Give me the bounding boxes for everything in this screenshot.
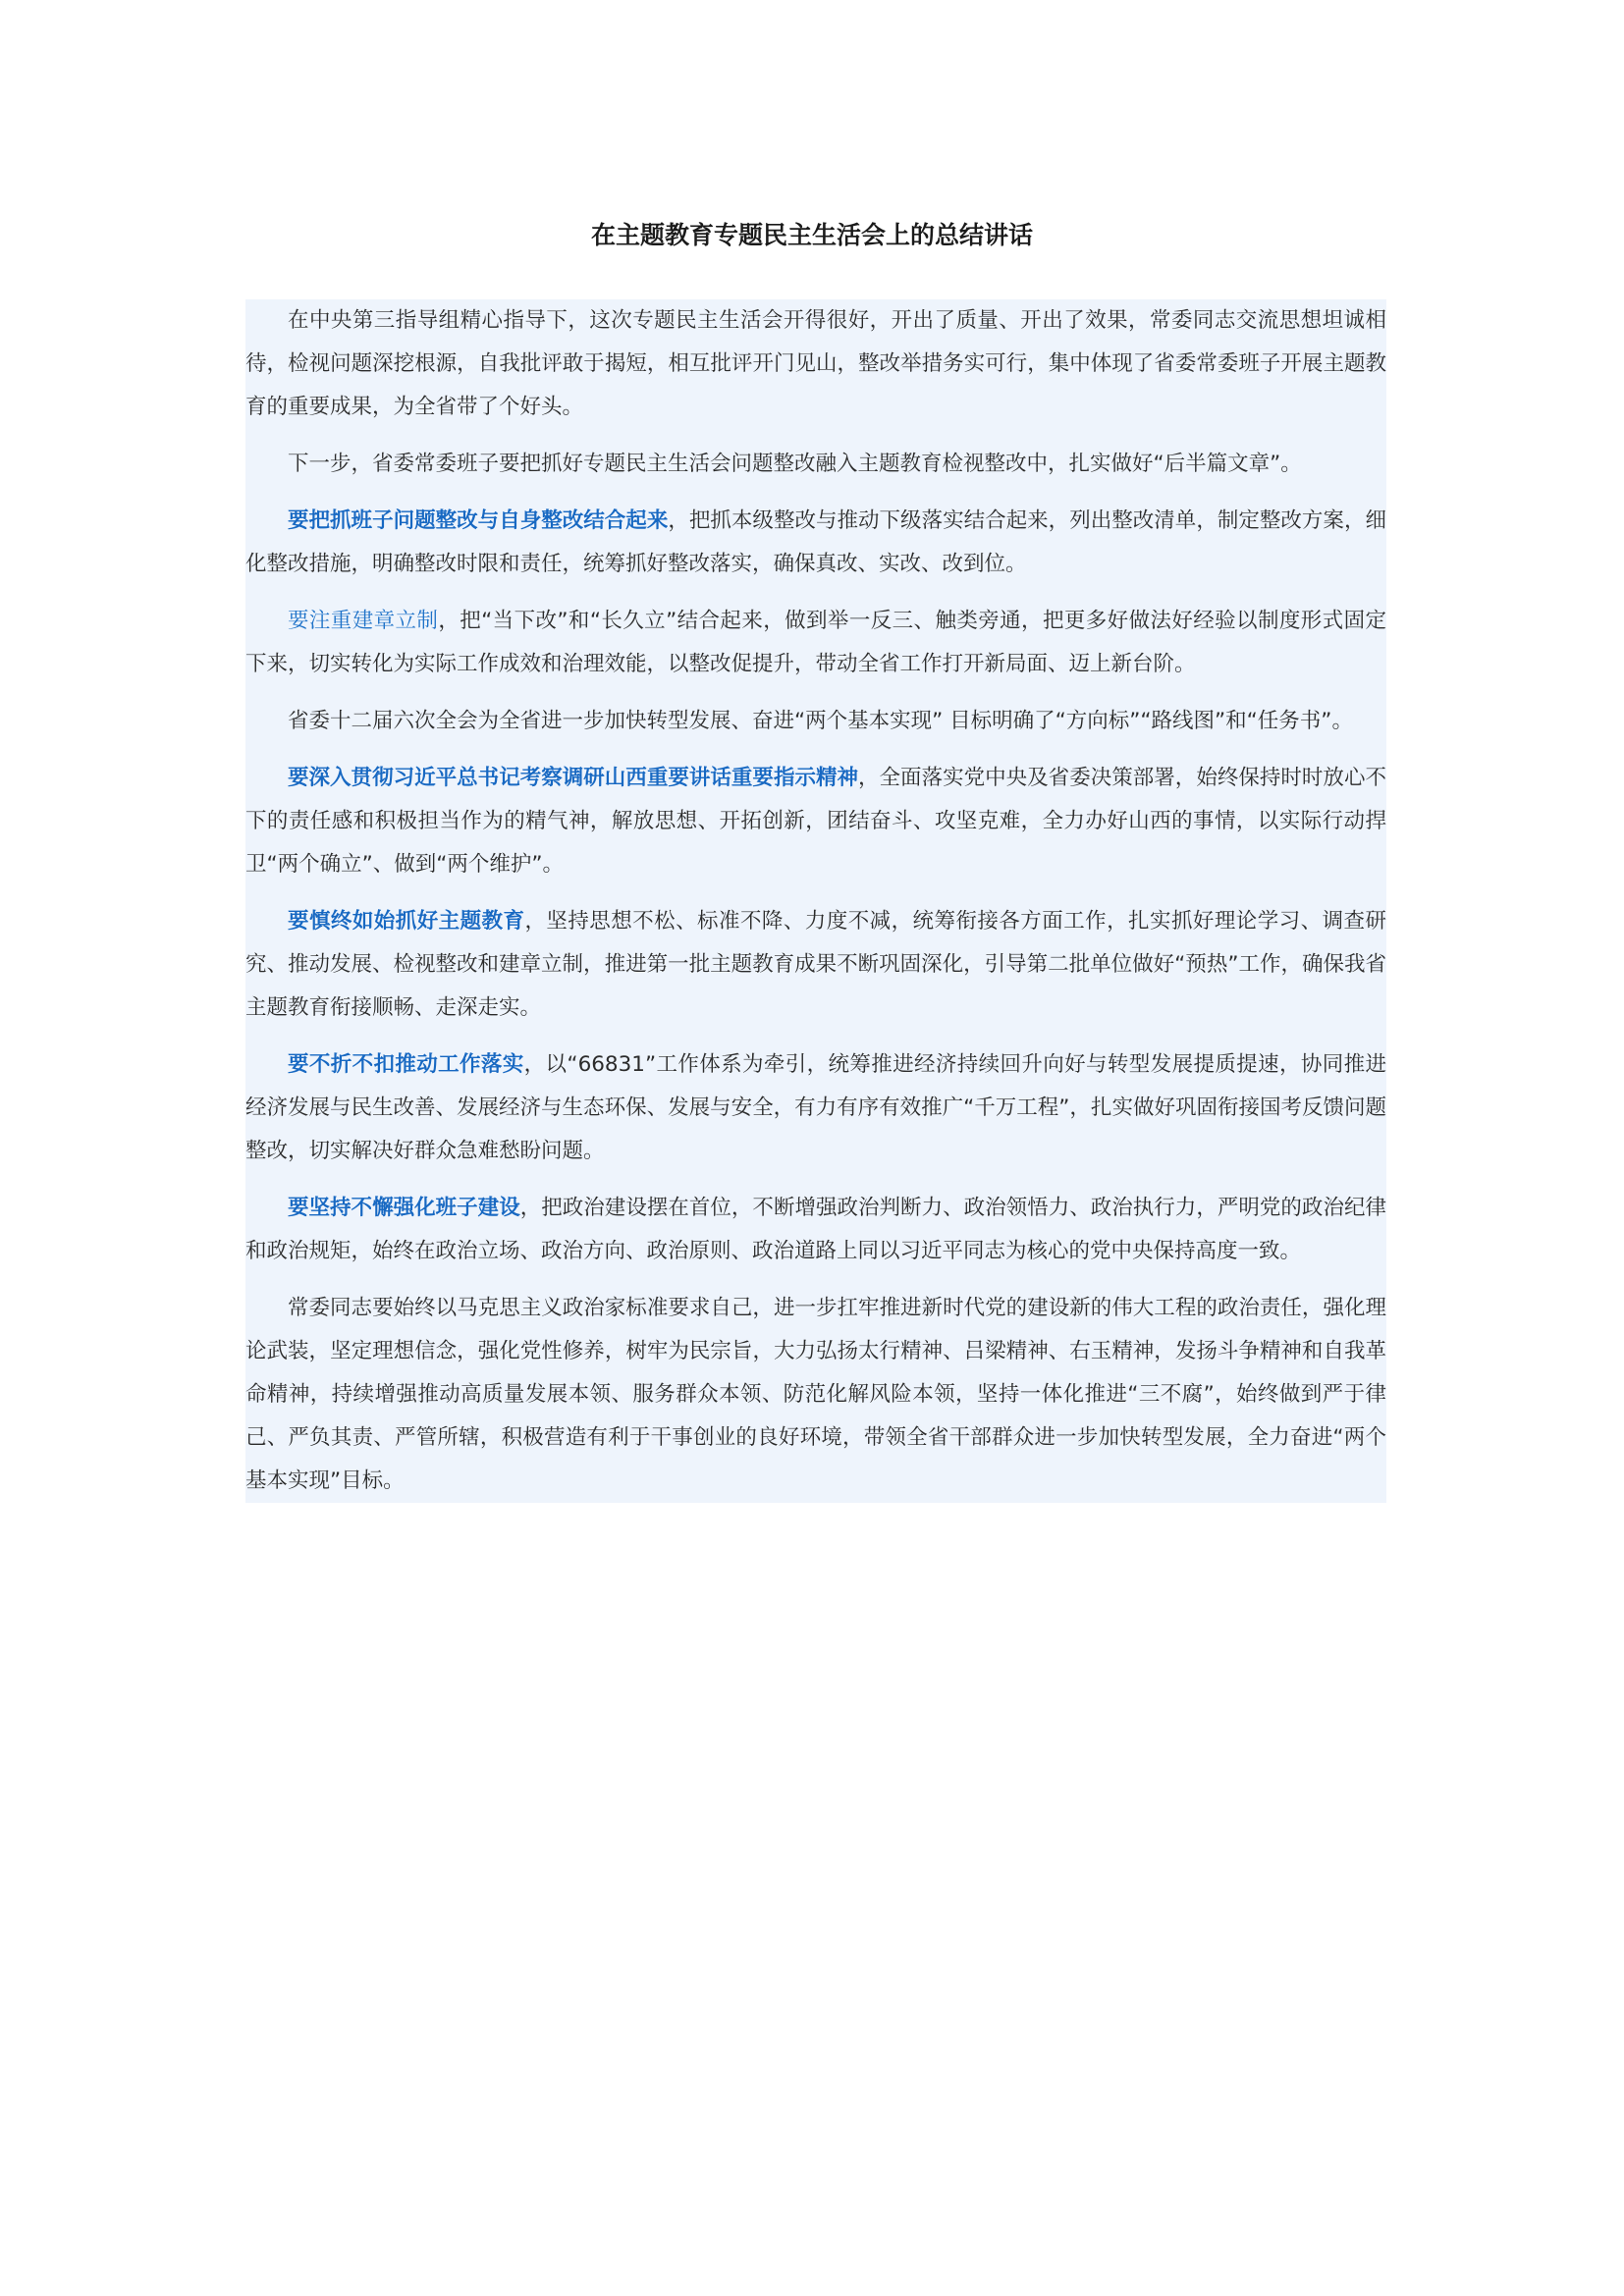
paragraph-text: 常委同志要始终以马克思主义政治家标准要求自己，进一步扛牢推进新时代党的建设新的伟大工程的政治责任，强化理论武装，坚定理想信念，强化党性修养，树牢为民宗旨，大力弘扬太行精神、吕梁精神、右玉精神，发扬斗争精神和自我革命精神，持续增强推动高质量发展本领、服务群众本领、防范化解风险本领，坚持一体化推进“三不腐”，始终做到严于律己、严负其责、严管所辖，积极营造有利于干事创业的良好环境，带领全省干部群众进一步加快转型发展，全力奋进“两个基本实现”目标。 xyxy=(245,1296,1386,1493)
paragraph-text: ，把政治建设摆在首位，不断增强政治判断力、政治领悟力、政治执行力，严明党的政治纪律和政治规矩，始终在政治立场、政治方向、政治原则、政治道路上同以习近平同志为核心的党中央保持高度一致。 xyxy=(245,1196,1386,1263)
paragraph-work-implementation xyxy=(245,1043,1386,1173)
paragraph-conclusion xyxy=(245,1287,1386,1503)
highlighted-lead: 要坚持不懈强化班子建设 xyxy=(288,1196,520,1220)
paragraph-institution-building xyxy=(245,600,1386,686)
highlighted-lead: 要把抓班子问题整改与自身整改结合起来 xyxy=(288,508,669,533)
paragraph-next-step xyxy=(245,443,1386,486)
paragraph-text: ，把抓本级整改与推动下级落实结合起来，列出整改清单，制定整改方案，细化整改措施，明确整改时限和责任，统筹抓好整改落实，确保真改、实改、改到位。 xyxy=(245,508,1386,576)
highlighted-lead: 要慎终如始抓好主题教育 xyxy=(288,909,525,934)
paragraph-text: ，以“66831”工作体系为牵引，统筹推进经济持续回升向好与转型发展提质提速，协同推进经济发展与民生改善、发展经济与生态环保、发展与安全，有力有序有效推广“千万工程”，扎实做好巩固衔接国考反馈问题整改，切实解决好群众急难愁盼问题。 xyxy=(245,1052,1386,1163)
paragraph-text: ，把“当下改”和“长久立”结合起来，做到举一反三、触类旁通，把更多好做法好经验以制度形式固定下来，切实转化为实际工作成效和治理效能，以整改促提升，带动全省工作打开新局面、迈上新台阶。 xyxy=(245,609,1386,676)
paragraph-text: ，坚持思想不松、标准不降、力度不减，统筹衔接各方面工作，扎实抓好理论学习、调查研究、推动发展、检视整改和建章立制，推进第一批主题教育成果不断巩固深化，引导第二批单位做好“预热”工作，确保我省主题教育衔接顺畅、走深走实。 xyxy=(245,909,1386,1020)
paragraph-plenary-session xyxy=(245,700,1386,743)
paragraph-text: ，全面落实党中央及省委决策部署，始终保持时时放心不下的责任感和积极担当作为的精气神，解放思想、开拓创新，团结奋斗、攻坚克难，全力办好山西的事情，以实际行动捍卫“两个确立”、做到“两个维护”。 xyxy=(245,766,1386,877)
paragraph-theme-education xyxy=(245,900,1386,1030)
paragraph-implement-spirit xyxy=(245,757,1386,886)
highlighted-lead: 要注重建章立制 xyxy=(288,609,439,633)
document-title: 在主题教育专题民主生活会上的总结讲话 xyxy=(590,221,1033,249)
highlighted-lead: 要不折不扣推动工作落实 xyxy=(288,1052,524,1077)
paragraph-rectification xyxy=(245,500,1386,586)
document-body xyxy=(245,299,1386,1503)
paragraph-team-building xyxy=(245,1187,1386,1273)
highlighted-lead: 要深入贯彻习近平总书记考察调研山西重要讲话重要指示精神 xyxy=(288,766,859,790)
paragraph-text: 下一步，省委常委班子要把抓好专题民主生活会问题整改融入主题教育检视整改中，扎实做好“后半篇文章”。 xyxy=(288,452,1302,476)
paragraph-text: 省委十二届六次全会为全省进一步加快转型发展、奋进“两个基本实现” 目标明确了“方向标”“路线图”和“任务书”。 xyxy=(288,709,1353,733)
paragraph-text: 在中央第三指导组精心指导下，这次专题民主生活会开得很好，开出了质量、开出了效果，常委同志交流思想坦诚相待，检视问题深挖根源，自我批评敢于揭短，相互批评开门见山，整改举措务实可行，集中体现了省委常委班子开展主题教育的重要成果，为全省带了个好头。 xyxy=(245,308,1386,419)
paragraph-intro xyxy=(245,299,1386,429)
